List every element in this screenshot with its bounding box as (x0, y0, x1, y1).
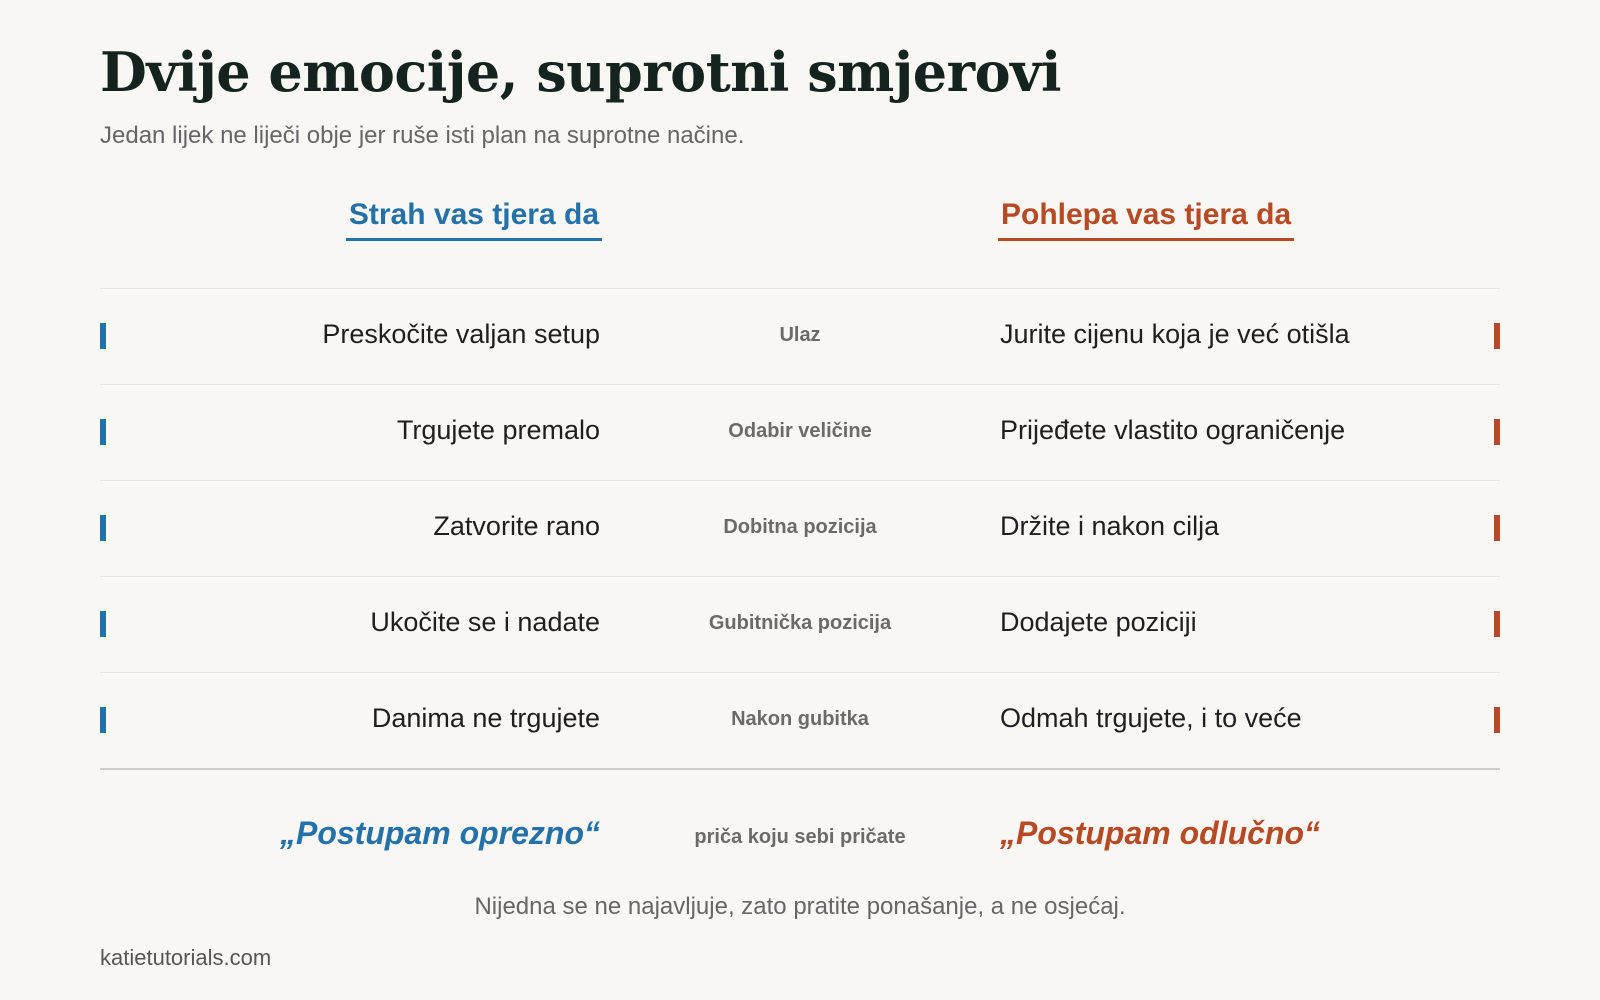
fear-behavior: Preskočite valjan setup (322, 319, 600, 349)
fear-marker (100, 611, 106, 637)
comparison-row (100, 577, 1500, 673)
greed-behavior: Jurite cijenu koja je već otišla (1000, 319, 1350, 349)
comparison-row (100, 481, 1500, 577)
fear-behavior: Danima ne trgujete (371, 703, 600, 733)
greed-behavior: Prijeđete vlastito ograničenje (1000, 415, 1346, 445)
greed-marker (1494, 419, 1500, 445)
fear-marker (100, 323, 106, 349)
greed-marker (1494, 707, 1500, 733)
situation-label: Odabir veličine (728, 420, 872, 442)
fear-behavior: Trgujete premalo (396, 415, 600, 445)
page-subtitle: Jedan lijek ne liječi obje jer ruše isti plan na suprotne načine. (100, 122, 745, 149)
situation-label: Nakon gubitka (731, 708, 869, 730)
greed-behavior: Dodajete poziciji (1000, 607, 1197, 637)
fear-marker (100, 419, 106, 445)
fear-marker (100, 707, 106, 733)
comparison-row (100, 673, 1500, 770)
fear-marker (100, 515, 106, 541)
greed-marker (1494, 323, 1500, 349)
source-credit: katietutorials.com (100, 945, 272, 970)
story-label: priča koju sebi pričate (694, 826, 906, 848)
situation-label: Gubitnička pozicija (708, 612, 892, 634)
footnote: Nijedna se ne najavljuje, zato pratite ponašanje, a ne osjećaj. (474, 893, 1126, 920)
greed-column-heading: Pohlepa vas tjera da (998, 198, 1294, 241)
greed-marker (1494, 611, 1500, 637)
fear-behavior: Ukočite se i nadate (370, 607, 600, 637)
fear-column-heading: Strah vas tjera da (346, 198, 602, 241)
fear-behavior: Zatvorite rano (433, 511, 600, 541)
greed-marker (1494, 515, 1500, 541)
comparison-row (100, 289, 1500, 385)
fear-story-quote: „Postupam oprezno“ (279, 815, 600, 851)
comparison-row (100, 385, 1500, 481)
situation-label: Dobitna pozicija (723, 516, 877, 538)
situation-label: Ulaz (779, 324, 821, 346)
greed-behavior: Držite i nakon cilja (1000, 511, 1220, 541)
greed-behavior: Odmah trgujete, i to veće (1000, 703, 1302, 733)
comparison-table (100, 288, 1500, 770)
page-title: Dvije emocije, suprotni smjerovi (100, 40, 1062, 104)
greed-story-quote: „Postupam odlučno“ (1000, 815, 1320, 851)
